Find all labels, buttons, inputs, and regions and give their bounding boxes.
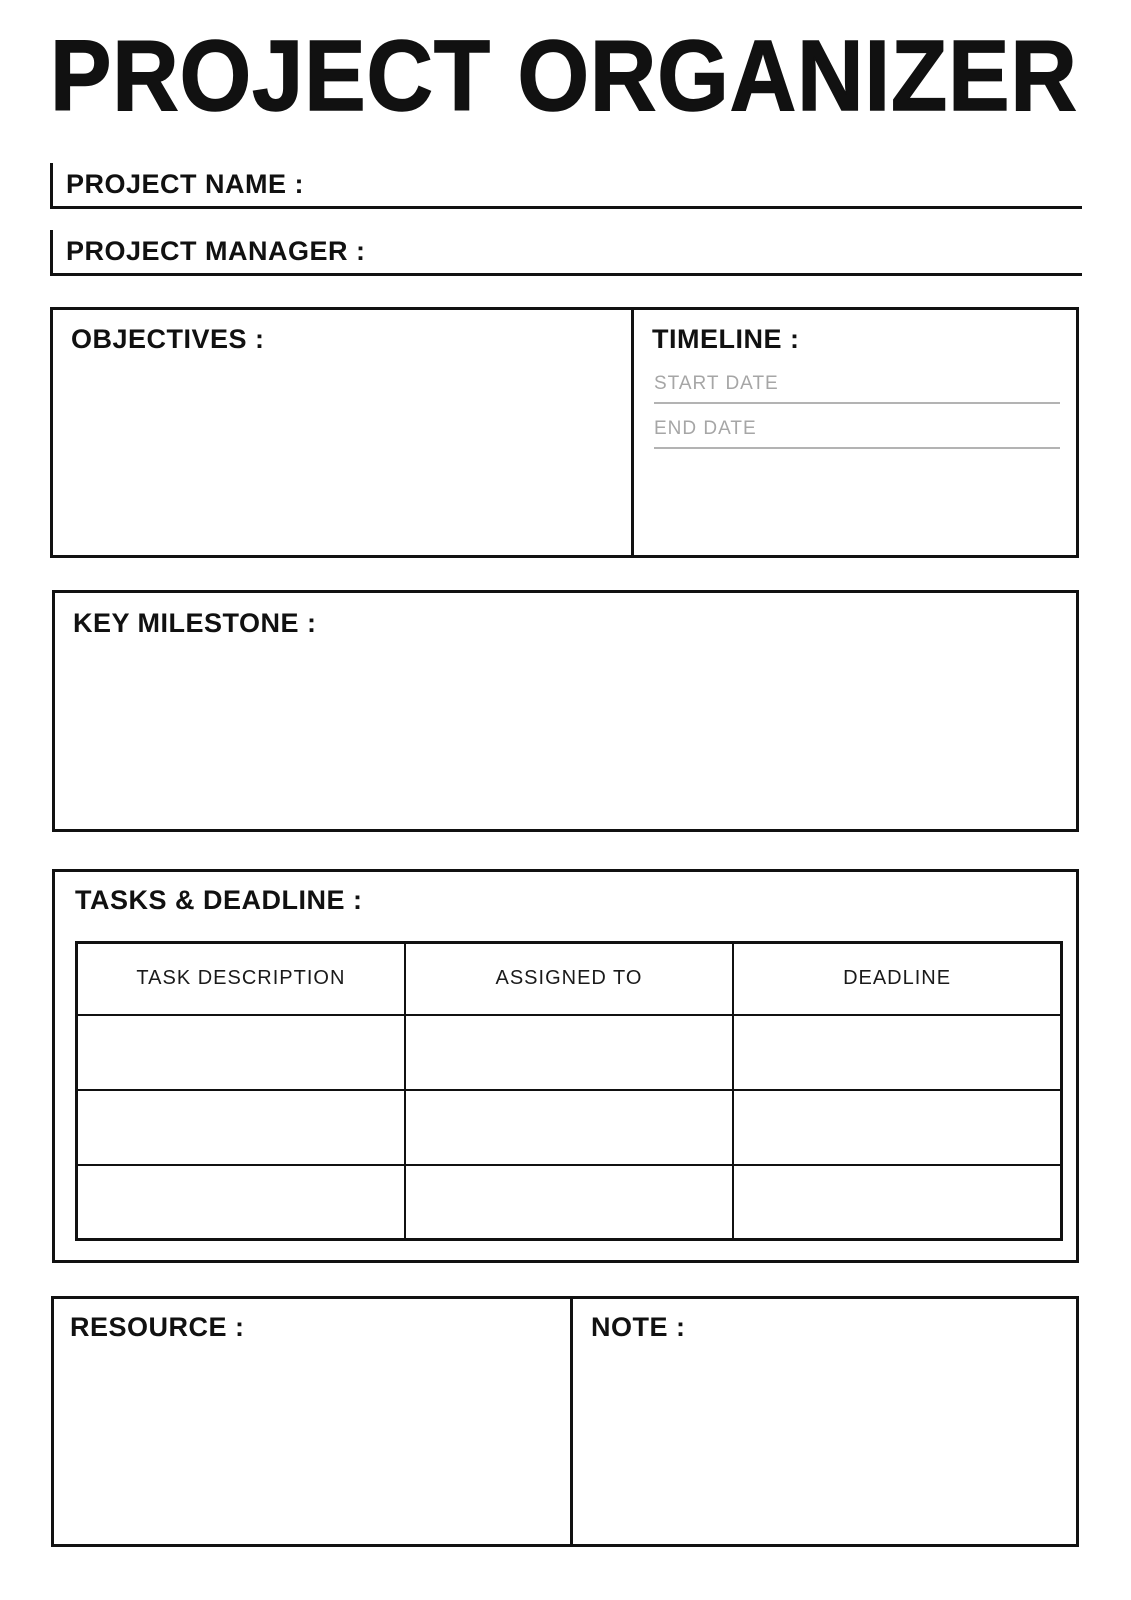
table-row xyxy=(77,1165,1062,1240)
project-manager-input[interactable] xyxy=(366,230,1082,273)
objectives-section xyxy=(53,310,631,555)
resource-section xyxy=(54,1299,570,1544)
task-description-cell[interactable] xyxy=(77,1015,405,1090)
timeline-section xyxy=(631,310,1076,555)
key-milestone-input-area[interactable] xyxy=(73,639,1058,783)
project-manager-label: PROJECT MANAGER : xyxy=(66,236,366,266)
tasks-deadline-label: TASKS & DEADLINE : xyxy=(75,885,363,915)
objectives-timeline-box xyxy=(50,307,1079,558)
start-date-label: START DATE xyxy=(654,373,779,394)
timeline-label: TIMELINE : xyxy=(652,324,800,354)
note-section xyxy=(570,1299,1076,1544)
deadline-cell[interactable] xyxy=(733,1015,1061,1090)
tasks-table-header-row xyxy=(77,943,1062,1015)
task-description-column-header: TASK DESCRIPTION xyxy=(77,943,405,1015)
project-name-input[interactable] xyxy=(304,163,1082,206)
start-date-field xyxy=(654,367,1060,404)
resource-note-box xyxy=(51,1296,1079,1547)
deadline-cell[interactable] xyxy=(733,1165,1061,1240)
deadline-cell[interactable] xyxy=(733,1090,1061,1165)
project-name-label: PROJECT NAME : xyxy=(66,169,305,199)
table-row xyxy=(77,1090,1062,1165)
page-title: PROJECT ORGANIZER xyxy=(50,20,1078,132)
project-name-field xyxy=(50,163,1082,209)
deadline-column-header: DEADLINE xyxy=(733,943,1061,1015)
assigned-to-column-header: ASSIGNED TO xyxy=(405,943,733,1015)
resource-input-area[interactable] xyxy=(70,1343,554,1496)
tasks-table xyxy=(75,941,1063,1241)
assigned-to-cell[interactable] xyxy=(405,1165,733,1240)
project-manager-field xyxy=(50,230,1082,276)
key-milestone-section xyxy=(52,590,1079,832)
key-milestone-label: KEY MILESTONE : xyxy=(73,608,317,638)
start-date-input[interactable] xyxy=(783,367,823,389)
note-label: NOTE : xyxy=(591,1312,686,1342)
end-date-input[interactable] xyxy=(761,412,801,434)
objectives-label: OBJECTIVES : xyxy=(71,324,265,354)
resource-label: RESOURCE : xyxy=(70,1312,245,1342)
end-date-field xyxy=(654,412,1060,449)
objectives-input-area[interactable] xyxy=(71,355,613,507)
table-row xyxy=(77,1015,1062,1090)
task-description-cell[interactable] xyxy=(77,1165,405,1240)
task-description-cell[interactable] xyxy=(77,1090,405,1165)
assigned-to-cell[interactable] xyxy=(405,1015,733,1090)
tasks-deadline-section xyxy=(52,869,1079,1263)
assigned-to-cell[interactable] xyxy=(405,1090,733,1165)
note-input-area[interactable] xyxy=(591,1343,1058,1496)
end-date-label: END DATE xyxy=(654,418,757,439)
